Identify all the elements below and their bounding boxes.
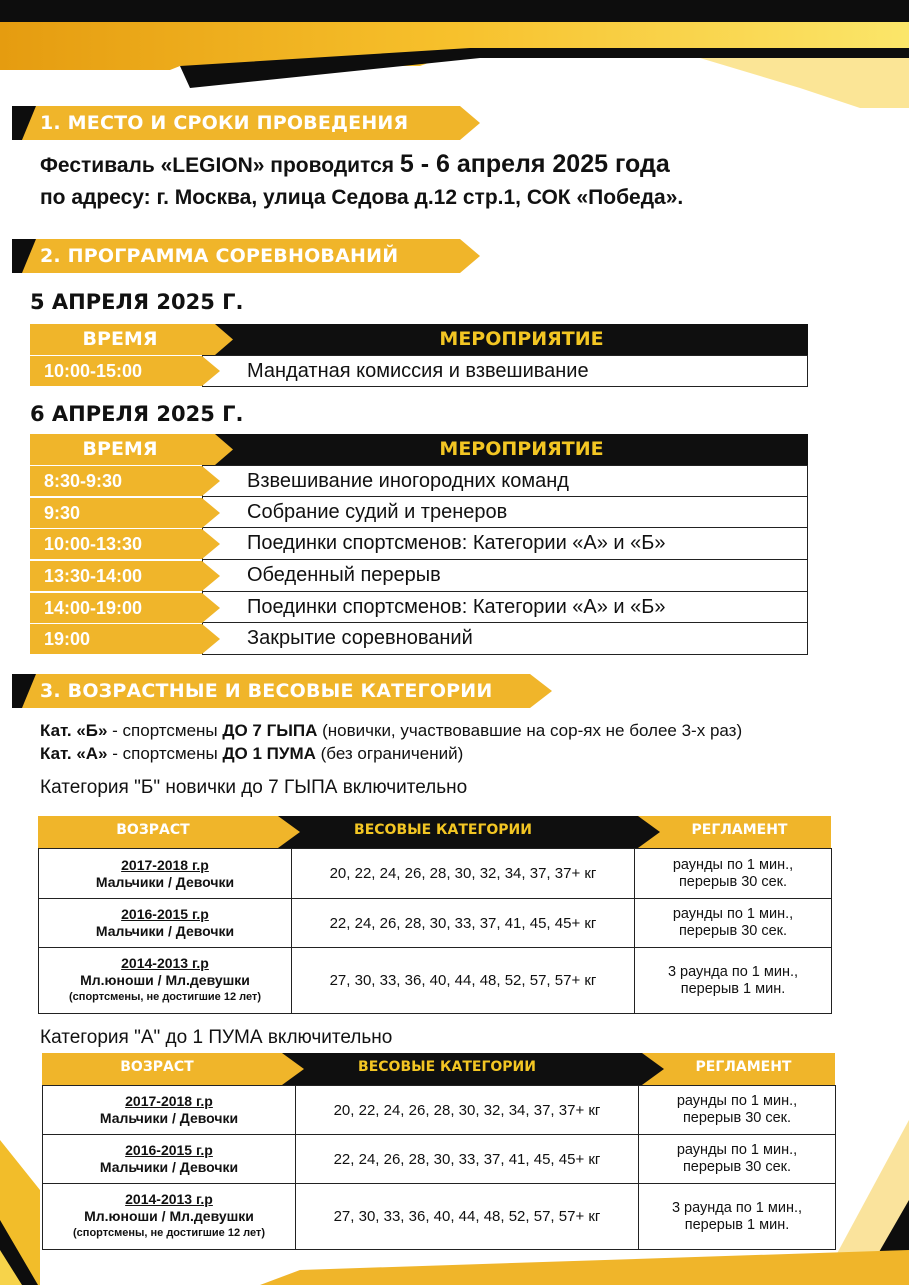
- weights-cell: 20, 22, 24, 26, 28, 30, 32, 34, 37, 37+ кг: [292, 849, 635, 899]
- weight-table-header: [42, 1053, 835, 1085]
- category-a-note: (без ограничений): [315, 744, 464, 763]
- table-row: [43, 1135, 836, 1184]
- birth-years: 2014-2013 г.р: [125, 1191, 213, 1207]
- time-text: 9:30: [44, 502, 81, 523]
- age-cell: [39, 948, 292, 1014]
- age-note: (спортсмены, не достигшие 12 лет): [69, 991, 261, 1003]
- rules-cell: [635, 948, 832, 1014]
- age-cell: [39, 899, 292, 948]
- day1-title: 5 АПРЕЛЯ 2025 Г.: [30, 290, 244, 314]
- table-row: [43, 1184, 836, 1250]
- section-title: 1. МЕСТО И СРОКИ ПРОВЕДЕНИЯ: [40, 112, 409, 134]
- category-a-line: [40, 744, 463, 764]
- birth-years: 2017-2018 г.р: [125, 1093, 213, 1109]
- schedule-row: [30, 355, 808, 387]
- rules-line-1: раунды по 1 мин.,: [672, 856, 794, 873]
- event-cell: [202, 592, 808, 624]
- rules-cell: [639, 1135, 836, 1184]
- category-b-line: [40, 721, 742, 741]
- event-cell: [202, 623, 808, 655]
- section-header-categories: [12, 674, 572, 708]
- weights-header: ВЕСОВЫЕ КАТЕГОРИИ: [358, 1059, 536, 1075]
- time-cell: [30, 528, 223, 560]
- weight-table-body: [38, 848, 832, 1014]
- event-cell: [202, 355, 808, 387]
- age-header: ВОЗРАСТ: [120, 1059, 194, 1075]
- event-text: Поединки спортсменов: Категории «А» и «Б»: [247, 532, 666, 555]
- category-b-note: (новички, участвовавшие на сор-ях не более 3-х раз): [317, 721, 743, 740]
- weight-table-header: [38, 816, 831, 848]
- rules-cell: [639, 1086, 836, 1135]
- weight-table-body: [42, 1085, 836, 1250]
- time-cell: [30, 465, 223, 497]
- weight-table-b: [38, 816, 831, 1014]
- weight-table-a: [42, 1053, 835, 1250]
- rules-line-1: раунды по 1 мин.,: [672, 906, 794, 922]
- time-cell: [30, 560, 223, 592]
- event-text: Мандатная комиссия и взвешивание: [247, 360, 589, 382]
- gender-group: Мальчики / Девочки: [99, 1159, 239, 1175]
- weights-cell: 27, 30, 33, 36, 40, 44, 48, 52, 57, 57+ кг: [296, 1184, 639, 1250]
- time-header-cell: [30, 324, 235, 355]
- schedule-row: [30, 465, 808, 497]
- age-cell: [39, 849, 292, 899]
- top-yellow-ribbon: [0, 18, 909, 108]
- intro-prefix: Фестиваль «LEGION» проводится: [40, 154, 400, 177]
- age-note: (спортсмены, не достигшие 12 лет): [73, 1227, 265, 1239]
- time-cell: [30, 623, 223, 655]
- schedule-row: [30, 560, 808, 592]
- weights-header: ВЕСОВЫЕ КАТЕГОРИИ: [354, 822, 532, 838]
- time-cell: [30, 497, 223, 529]
- age-header: ВОЗРАСТ: [116, 822, 190, 838]
- day2-schedule-table: [30, 434, 808, 655]
- time-cell: [30, 355, 223, 387]
- rules-header: РЕГЛАМЕНТ: [691, 822, 788, 838]
- rules-line-2: перерыв 1 мин.: [684, 1216, 790, 1233]
- gender-group: Мальчики / Девочки: [95, 873, 235, 890]
- section-header-program: [12, 239, 480, 273]
- rules-line-1: раунды по 1 мин.,: [676, 1093, 798, 1109]
- category-b-limit: ДО 7 ГЫПА: [222, 721, 318, 740]
- gender-group: Мальчики / Девочки: [95, 923, 235, 939]
- event-text: Взвешивание иногородних команд: [247, 470, 569, 492]
- schedule-header: [30, 434, 808, 465]
- rules-cell: [635, 849, 832, 899]
- weights-cell: 20, 22, 24, 26, 28, 30, 32, 34, 37, 37+ кг: [296, 1086, 639, 1135]
- event-text: Обеденный перерыв: [247, 564, 441, 587]
- time-cell: [30, 592, 223, 624]
- time-text: 10:00-13:30: [44, 534, 143, 555]
- day1-schedule-table: [30, 324, 808, 387]
- time-header-cell: [30, 434, 235, 465]
- age-cell: [43, 1184, 296, 1250]
- age-cell: [43, 1086, 296, 1135]
- table-row: [43, 1086, 836, 1135]
- rules-cell: [635, 899, 832, 948]
- category-b-label: Кат. «Б»: [40, 721, 108, 740]
- category-a-label: Кат. «А»: [40, 744, 108, 763]
- weights-cell: 27, 30, 33, 36, 40, 44, 48, 52, 57, 57+ кг: [292, 948, 635, 1014]
- section-title: 2. ПРОГРАММА СОРЕВНОВАНИЙ: [40, 245, 399, 267]
- event-cell: [202, 560, 808, 592]
- intro-line-1: [40, 148, 890, 182]
- event-text: Поединки спортсменов: Категории «А» и «Б»: [247, 595, 666, 618]
- event-text: Собрание судий и тренеров: [247, 500, 508, 523]
- event-cell: [202, 465, 808, 497]
- event-text: Закрытие соревнований: [247, 627, 473, 650]
- table-a-title: Категория "А" до 1 ПУМА включительно: [40, 1027, 393, 1048]
- gender-group: Мальчики / Девочки: [99, 1110, 239, 1126]
- section-header-venue: [12, 106, 480, 140]
- rules-line-1: 3 раунда по 1 мин.,: [671, 1199, 803, 1216]
- birth-years: 2017-2018 г.р: [121, 856, 209, 873]
- birth-years: 2014-2013 г.р: [121, 955, 209, 971]
- rules-line-1: раунды по 1 мин.,: [676, 1142, 798, 1158]
- rules-line-1: 3 раунда по 1 мин.,: [667, 963, 799, 980]
- intro-line-2: по адресу: г. Москва, улица Седова д.12 стр.1, СОК «Победа».: [40, 186, 684, 209]
- table-row: [39, 899, 832, 948]
- rules-cell: [639, 1184, 836, 1250]
- section-title: 3. ВОЗРАСТНЫЕ И ВЕСОВЫЕ КАТЕГОРИИ: [40, 680, 493, 702]
- table-b-title: Категория "Б" новички до 7 ГЫПА включительно: [40, 777, 468, 798]
- day2-title: 6 АПРЕЛЯ 2025 Г.: [30, 402, 244, 426]
- event-date: 5 - 6 апреля 2025 года: [399, 150, 670, 178]
- schedule-header: [30, 324, 808, 355]
- time-text: 14:00-19:00: [44, 597, 143, 618]
- intro-text: [40, 148, 890, 214]
- time-header: ВРЕМЯ: [82, 438, 158, 460]
- table-row: [39, 948, 832, 1014]
- rules-header: РЕГЛАМЕНТ: [695, 1059, 792, 1075]
- category-a-limit: ДО 1 ПУМА: [222, 744, 316, 763]
- event-header: МЕРОПРИЯТИЕ: [439, 438, 604, 460]
- schedule-row: [30, 497, 808, 529]
- birth-years: 2016-2015 г.р: [121, 906, 209, 922]
- rules-line-2: перерыв 30 сек.: [682, 1110, 792, 1126]
- age-cell: [43, 1135, 296, 1184]
- rules-line-2: перерыв 30 сек.: [682, 1159, 792, 1175]
- table-row: [39, 849, 832, 899]
- rules-line-2: перерыв 30 сек.: [678, 873, 788, 890]
- time-text: 13:30-14:00: [44, 566, 143, 587]
- gender-group: Мл.юноши / Мл.девушки: [84, 1208, 254, 1224]
- category-b-dash: - спортсмены: [107, 721, 223, 740]
- event-header: МЕРОПРИЯТИЕ: [439, 328, 604, 350]
- weights-cell: 22, 24, 26, 28, 30, 33, 37, 41, 45, 45+ кг: [296, 1135, 639, 1184]
- time-header: ВРЕМЯ: [82, 328, 158, 350]
- time-text: 8:30-9:30: [44, 471, 123, 491]
- time-text: 19:00: [44, 629, 91, 650]
- schedule-row: [30, 528, 808, 560]
- weights-cell: 22, 24, 26, 28, 30, 33, 37, 41, 45, 45+ кг: [292, 899, 635, 948]
- event-cell: [202, 497, 808, 529]
- event-cell: [202, 528, 808, 560]
- rules-line-2: перерыв 1 мин.: [680, 980, 786, 997]
- birth-years: 2016-2015 г.р: [125, 1142, 213, 1158]
- category-a-dash: - спортсмены: [107, 744, 223, 763]
- schedule-row: [30, 623, 808, 655]
- rules-line-2: перерыв 30 сек.: [678, 923, 788, 939]
- gender-group: Мл.юноши / Мл.девушки: [80, 972, 250, 988]
- time-text: 10:00-15:00: [44, 361, 143, 381]
- schedule-row: [30, 592, 808, 624]
